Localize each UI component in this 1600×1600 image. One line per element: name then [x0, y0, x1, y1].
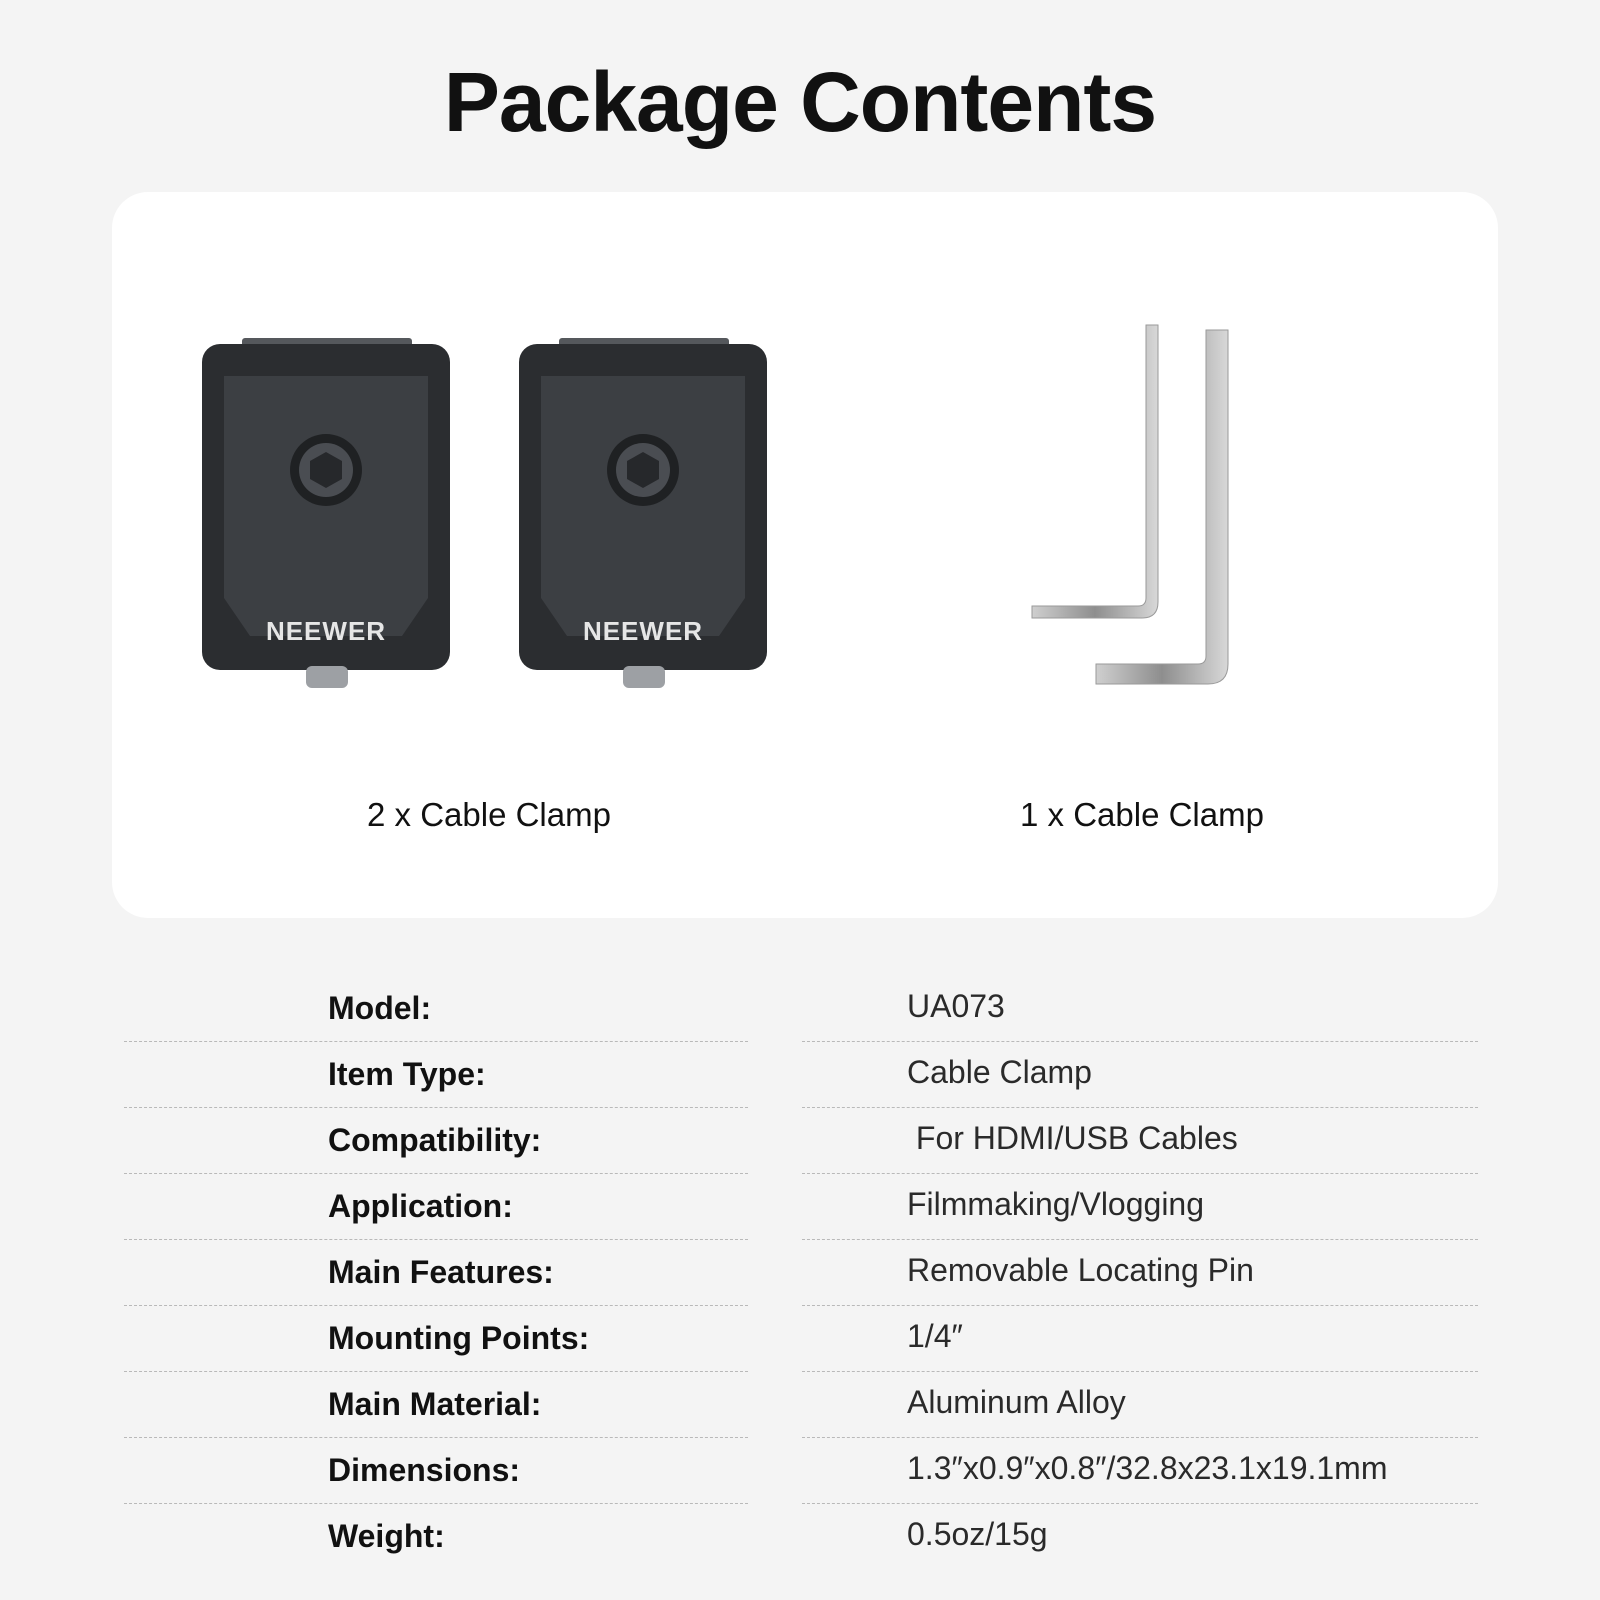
spec-row-weight — [0, 1504, 1600, 1570]
spec-value: UA073 — [907, 988, 1005, 1024]
cable-clamp-image-2 — [519, 336, 767, 696]
brand-logo: NEEWER — [265, 616, 387, 646]
spec-key: Weight: — [328, 1518, 445, 1554]
spec-value: Cable Clamp — [907, 1054, 1092, 1090]
spec-key: Dimensions: — [328, 1452, 521, 1488]
cable-clamp-image-1 — [202, 336, 450, 696]
spec-value: 1/4″ — [907, 1318, 963, 1354]
spec-key: Mounting Points: — [328, 1320, 590, 1356]
spec-row-model — [0, 976, 1600, 1042]
spec-key: Model: — [328, 990, 432, 1026]
spec-key: Application: — [328, 1188, 513, 1224]
item-label-hex-key: 1 x Cable Clamp — [1020, 796, 1264, 833]
spec-row-application — [0, 1174, 1600, 1240]
brand-logo: NEEWER — [582, 616, 704, 646]
spec-row-mounting-points — [0, 1306, 1600, 1372]
hex-key-wrench-image — [1026, 320, 1256, 700]
spec-row-dimensions — [0, 1438, 1600, 1504]
spec-row-main-material — [0, 1372, 1600, 1438]
spec-key: Compatibility: — [328, 1122, 542, 1158]
hex-key-icon — [1026, 320, 1256, 700]
spec-value: 1.3″x0.9″x0.8″/32.8x23.1x19.1mm — [907, 1450, 1388, 1486]
spec-key: Item Type: — [328, 1056, 486, 1092]
spec-value: 0.5oz/15g — [907, 1516, 1048, 1552]
item-label-clamps: 2 x Cable Clamp — [367, 796, 611, 833]
spec-value: Removable Locating Pin — [907, 1252, 1254, 1288]
page-title: Package Contents — [443, 55, 1157, 149]
spec-value: Filmmaking/Vlogging — [907, 1186, 1205, 1222]
spec-key: Main Material: — [328, 1386, 542, 1422]
spec-table — [0, 976, 1600, 1570]
spec-row-main-features — [0, 1240, 1600, 1306]
spec-value: For HDMI/USB Cables — [907, 1120, 1238, 1156]
spec-row-item-type — [0, 1042, 1600, 1108]
spec-row-compatibility — [0, 1108, 1600, 1174]
spec-value: Aluminum Alloy — [907, 1384, 1126, 1420]
spec-key: Main Features: — [328, 1254, 554, 1290]
